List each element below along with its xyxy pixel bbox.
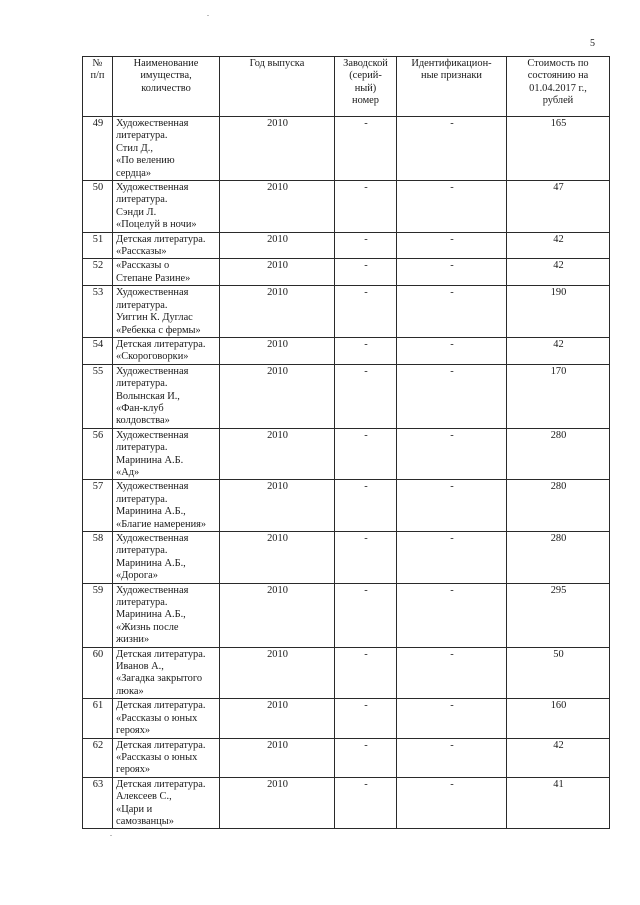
item-name: Детская литература. «Рассказы о юных героях»	[113, 738, 220, 777]
row-number: 49	[83, 117, 113, 181]
item-name: Художественная литература. Маринина А.Б., «Жизнь после жизни»	[113, 583, 220, 647]
row-number: 52	[83, 259, 113, 286]
item-name: Художественная литература. Стил Д., «По велению сердца»	[113, 117, 220, 181]
item-cost: 280	[507, 532, 610, 584]
header-ident: Идентификацион- ные признаки	[397, 57, 507, 117]
item-ident: -	[397, 364, 507, 428]
table-row	[83, 532, 610, 584]
item-serial: -	[335, 232, 397, 259]
table-body	[83, 117, 610, 829]
item-year: 2010	[220, 699, 335, 738]
item-ident: -	[397, 259, 507, 286]
row-number: 63	[83, 777, 113, 829]
item-cost: 295	[507, 583, 610, 647]
row-number: 59	[83, 583, 113, 647]
item-name: Детская литература. Алексеев С., «Цари и самозванцы»	[113, 777, 220, 829]
table-row	[83, 480, 610, 532]
row-number: 60	[83, 647, 113, 699]
header-serial: Заводской (серий- ный) номер	[335, 57, 397, 117]
item-cost: 280	[507, 428, 610, 480]
item-name: Детская литература. «Скороговорки»	[113, 337, 220, 364]
row-number: 50	[83, 181, 113, 233]
inventory-table	[82, 56, 610, 829]
item-serial: -	[335, 777, 397, 829]
header-num: № п/п	[83, 57, 113, 117]
item-ident: -	[397, 738, 507, 777]
item-serial: -	[335, 117, 397, 181]
item-serial: -	[335, 286, 397, 338]
row-number: 51	[83, 232, 113, 259]
header-cost: Стоимость по состоянию на 01.04.2017 г., рублей	[507, 57, 610, 117]
table-row	[83, 181, 610, 233]
row-number: 62	[83, 738, 113, 777]
item-ident: -	[397, 647, 507, 699]
item-year: 2010	[220, 738, 335, 777]
table-row	[83, 583, 610, 647]
item-serial: -	[335, 181, 397, 233]
item-cost: 47	[507, 181, 610, 233]
item-serial: -	[335, 428, 397, 480]
table-header-row	[83, 57, 610, 117]
item-serial: -	[335, 699, 397, 738]
table-row	[83, 286, 610, 338]
item-year: 2010	[220, 259, 335, 286]
table-row	[83, 259, 610, 286]
item-ident: -	[397, 117, 507, 181]
table-row	[83, 647, 610, 699]
item-name: Художественная литература. Маринина А.Б. «Ад»	[113, 428, 220, 480]
item-year: 2010	[220, 777, 335, 829]
table-row	[83, 232, 610, 259]
row-number: 57	[83, 480, 113, 532]
item-serial: -	[335, 337, 397, 364]
page-number: 5	[590, 38, 595, 49]
item-cost: 165	[507, 117, 610, 181]
item-name: Художественная литература. Маринина А.Б., «Дорога»	[113, 532, 220, 584]
item-ident: -	[397, 181, 507, 233]
item-serial: -	[335, 480, 397, 532]
header-year: Год выпуска	[220, 57, 335, 117]
item-year: 2010	[220, 364, 335, 428]
item-name: Детская литература. «Рассказы»	[113, 232, 220, 259]
item-name: Художественная литература. Волынская И., «Фан-клуб колдовства»	[113, 364, 220, 428]
item-serial: -	[335, 738, 397, 777]
item-cost: 42	[507, 337, 610, 364]
item-cost: 160	[507, 699, 610, 738]
item-cost: 50	[507, 647, 610, 699]
item-year: 2010	[220, 428, 335, 480]
item-year: 2010	[220, 337, 335, 364]
scan-speck	[110, 835, 112, 836]
item-serial: -	[335, 259, 397, 286]
item-ident: -	[397, 337, 507, 364]
item-ident: -	[397, 583, 507, 647]
item-ident: -	[397, 699, 507, 738]
row-number: 55	[83, 364, 113, 428]
item-ident: -	[397, 480, 507, 532]
item-serial: -	[335, 532, 397, 584]
table-row	[83, 117, 610, 181]
item-year: 2010	[220, 181, 335, 233]
item-year: 2010	[220, 480, 335, 532]
item-name: Детская литература. «Рассказы о юных героях»	[113, 699, 220, 738]
item-name: Детская литература. Иванов А., «Загадка закрытого люка»	[113, 647, 220, 699]
item-cost: 170	[507, 364, 610, 428]
row-number: 53	[83, 286, 113, 338]
item-name: Художественная литература. Уиггин К. Дуглас «Ребекка с фермы»	[113, 286, 220, 338]
header-name: Наименование имущества, количество	[113, 57, 220, 117]
scan-speck	[207, 15, 209, 16]
item-year: 2010	[220, 583, 335, 647]
item-serial: -	[335, 364, 397, 428]
item-serial: -	[335, 647, 397, 699]
item-year: 2010	[220, 532, 335, 584]
item-serial: -	[335, 583, 397, 647]
table-row	[83, 777, 610, 829]
item-ident: -	[397, 286, 507, 338]
item-year: 2010	[220, 117, 335, 181]
item-cost: 42	[507, 259, 610, 286]
item-ident: -	[397, 532, 507, 584]
item-ident: -	[397, 777, 507, 829]
item-name: «Рассказы о Степане Разине»	[113, 259, 220, 286]
item-year: 2010	[220, 647, 335, 699]
item-year: 2010	[220, 286, 335, 338]
item-name: Художественная литература. Сэнди Л. «Поцелуй в ночи»	[113, 181, 220, 233]
item-cost: 42	[507, 738, 610, 777]
row-number: 61	[83, 699, 113, 738]
row-number: 56	[83, 428, 113, 480]
item-name: Художественная литература. Маринина А.Б., «Благие намерения»	[113, 480, 220, 532]
item-year: 2010	[220, 232, 335, 259]
row-number: 58	[83, 532, 113, 584]
table-row	[83, 428, 610, 480]
item-cost: 41	[507, 777, 610, 829]
table-row	[83, 364, 610, 428]
item-cost: 190	[507, 286, 610, 338]
table-row	[83, 699, 610, 738]
table-row	[83, 337, 610, 364]
item-ident: -	[397, 428, 507, 480]
table-row	[83, 738, 610, 777]
row-number: 54	[83, 337, 113, 364]
item-cost: 280	[507, 480, 610, 532]
item-ident: -	[397, 232, 507, 259]
item-cost: 42	[507, 232, 610, 259]
